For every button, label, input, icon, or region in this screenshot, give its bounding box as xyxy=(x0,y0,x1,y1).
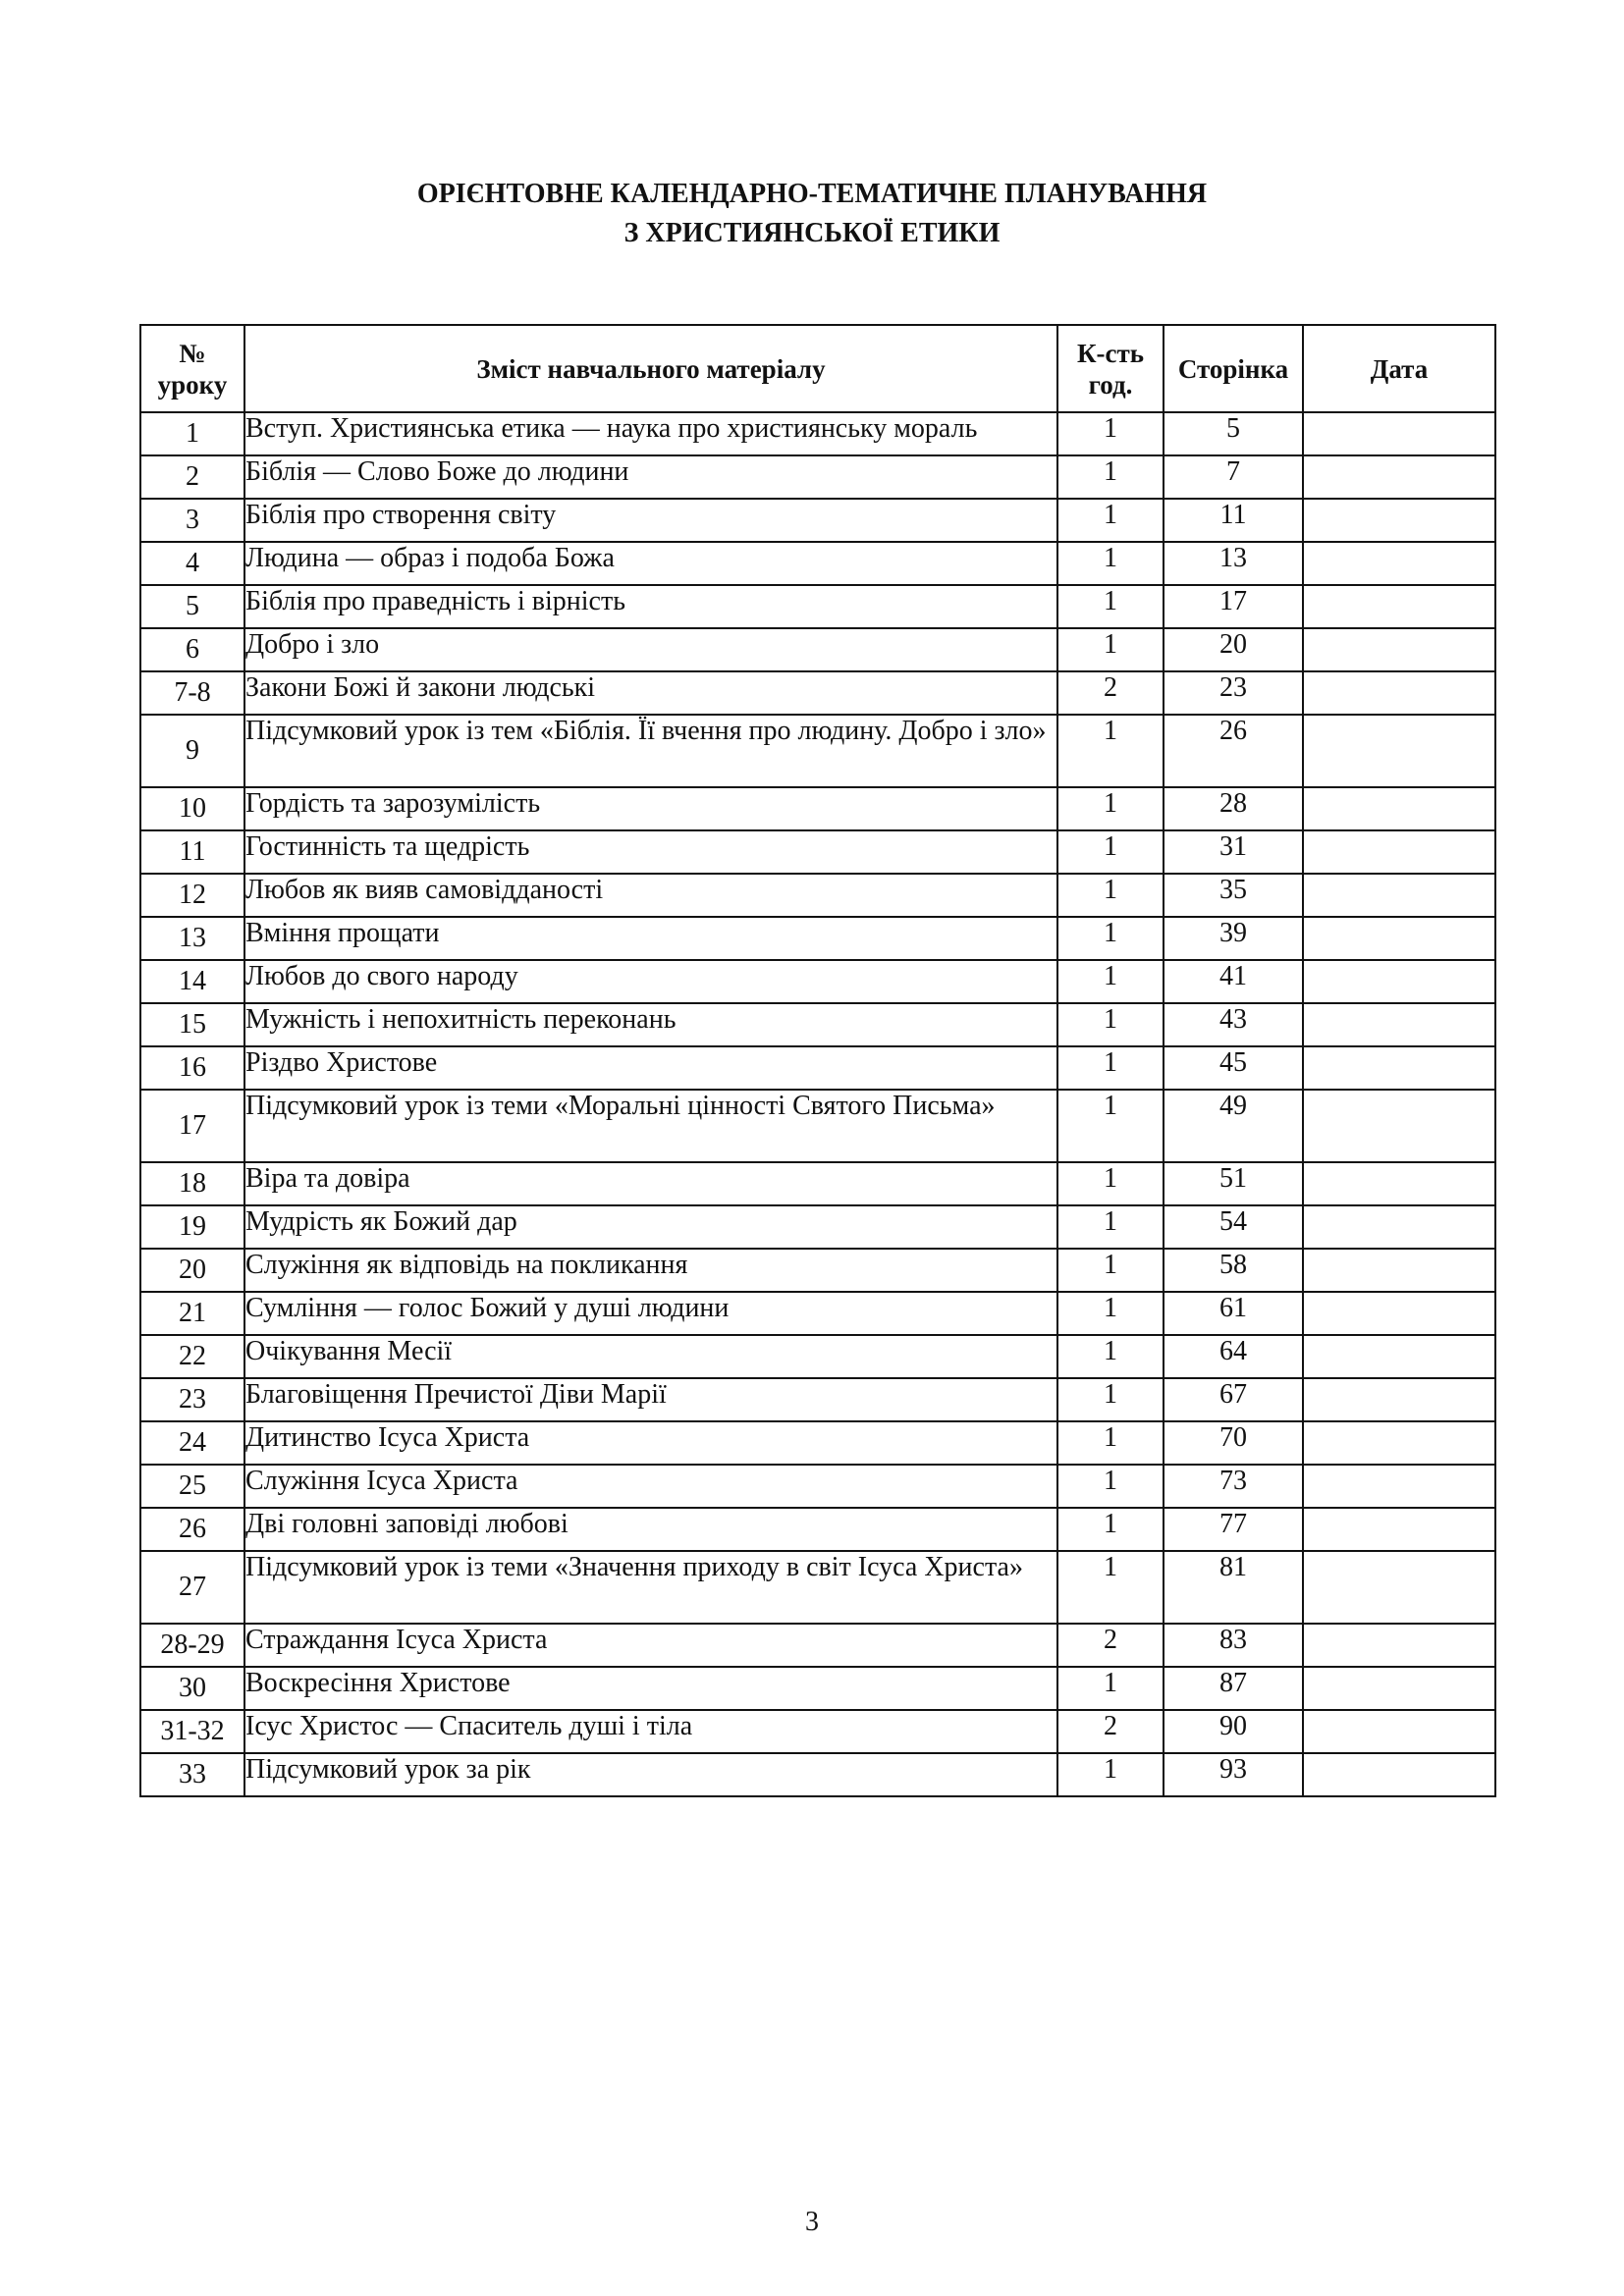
header-content: Зміст навчального матеріалу xyxy=(244,325,1057,412)
lesson-number-cell: 12 xyxy=(140,874,244,917)
table-row xyxy=(140,455,1495,499)
table-row xyxy=(140,1710,1495,1753)
lesson-topic-cell: Служіння як відповідь на покликання xyxy=(244,1249,1057,1292)
lesson-page-cell: 43 xyxy=(1164,1003,1303,1046)
lesson-topic-cell: Підсумковий урок за рік xyxy=(244,1753,1057,1796)
header-lesson-number: № уроку xyxy=(140,325,244,412)
lesson-topic-cell: Людина — образ і подоба Божа xyxy=(244,542,1057,585)
lesson-page-cell: 81 xyxy=(1164,1551,1303,1624)
lesson-topic-cell: Любов як вияв самовідданості xyxy=(244,874,1057,917)
lesson-topic-cell: Підсумковий урок із теми «Значення приходу в світ Ісуса Христа» xyxy=(244,1551,1057,1624)
table-row xyxy=(140,628,1495,671)
table-row xyxy=(140,787,1495,830)
lesson-page-cell: 70 xyxy=(1164,1421,1303,1465)
lesson-topic-cell: Різдво Христове xyxy=(244,1046,1057,1090)
lesson-topic-cell: Закони Божі й закони людські xyxy=(244,671,1057,715)
header-hours: К-сть год. xyxy=(1057,325,1164,412)
lesson-hours-cell: 1 xyxy=(1057,1667,1164,1710)
lesson-topic-cell: Добро і зло xyxy=(244,628,1057,671)
lesson-page-cell: 87 xyxy=(1164,1667,1303,1710)
table-row xyxy=(140,585,1495,628)
lesson-topic-cell: Мужність і непохитність переконань xyxy=(244,1003,1057,1046)
lesson-number-cell: 27 xyxy=(140,1551,244,1624)
lesson-number-cell: 10 xyxy=(140,787,244,830)
lesson-date-cell xyxy=(1303,628,1495,671)
lesson-hours-cell: 1 xyxy=(1057,542,1164,585)
lesson-date-cell xyxy=(1303,715,1495,787)
lesson-number-cell: 30 xyxy=(140,1667,244,1710)
lesson-number-cell: 11 xyxy=(140,830,244,874)
table-row xyxy=(140,1753,1495,1796)
table-row xyxy=(140,1465,1495,1508)
lesson-date-cell xyxy=(1303,1335,1495,1378)
lesson-plan-table xyxy=(139,324,1496,1797)
lesson-topic-cell: Мудрість як Божий дар xyxy=(244,1205,1057,1249)
lesson-hours-cell: 1 xyxy=(1057,1465,1164,1508)
lesson-hours-cell: 1 xyxy=(1057,455,1164,499)
lesson-hours-cell: 1 xyxy=(1057,1046,1164,1090)
lesson-hours-cell: 1 xyxy=(1057,1508,1164,1551)
lesson-number-cell: 5 xyxy=(140,585,244,628)
lesson-date-cell xyxy=(1303,1465,1495,1508)
lesson-number-cell: 16 xyxy=(140,1046,244,1090)
lesson-page-cell: 35 xyxy=(1164,874,1303,917)
lesson-number-cell: 19 xyxy=(140,1205,244,1249)
lesson-date-cell xyxy=(1303,1508,1495,1551)
lesson-topic-cell: Воскресіння Христове xyxy=(244,1667,1057,1710)
lesson-hours-cell: 2 xyxy=(1057,1624,1164,1667)
lesson-hours-cell: 2 xyxy=(1057,671,1164,715)
table-row xyxy=(140,1205,1495,1249)
lesson-hours-cell: 1 xyxy=(1057,1335,1164,1378)
lesson-page-cell: 28 xyxy=(1164,787,1303,830)
lesson-page-cell: 11 xyxy=(1164,499,1303,542)
lesson-page-cell: 49 xyxy=(1164,1090,1303,1162)
lesson-number-cell: 4 xyxy=(140,542,244,585)
header-date: Дата xyxy=(1303,325,1495,412)
document-title xyxy=(0,175,1624,253)
table-row xyxy=(140,542,1495,585)
lesson-date-cell xyxy=(1303,1624,1495,1667)
lesson-page-cell: 61 xyxy=(1164,1292,1303,1335)
lesson-date-cell xyxy=(1303,412,1495,455)
lesson-number-cell: 3 xyxy=(140,499,244,542)
lesson-hours-cell: 1 xyxy=(1057,628,1164,671)
lesson-topic-cell: Підсумковий урок із теми «Моральні цінності Святого Письма» xyxy=(244,1090,1057,1162)
lesson-page-cell: 13 xyxy=(1164,542,1303,585)
lesson-date-cell xyxy=(1303,455,1495,499)
lesson-hours-cell: 1 xyxy=(1057,917,1164,960)
lesson-topic-cell: Біблія про праведність і вірність xyxy=(244,585,1057,628)
table-row xyxy=(140,1090,1495,1162)
lesson-number-cell: 13 xyxy=(140,917,244,960)
lesson-date-cell xyxy=(1303,830,1495,874)
lesson-hours-cell: 1 xyxy=(1057,1753,1164,1796)
lesson-topic-cell: Підсумковий урок із тем «Біблія. Її вчення про людину. Добро і зло» xyxy=(244,715,1057,787)
lesson-page-cell: 39 xyxy=(1164,917,1303,960)
lesson-page-cell: 17 xyxy=(1164,585,1303,628)
lesson-topic-cell: Гордість та зарозумілість xyxy=(244,787,1057,830)
lesson-number-cell: 25 xyxy=(140,1465,244,1508)
lesson-date-cell xyxy=(1303,1249,1495,1292)
table-row xyxy=(140,1378,1495,1421)
lesson-hours-cell: 1 xyxy=(1057,499,1164,542)
lesson-number-cell: 21 xyxy=(140,1292,244,1335)
table-row xyxy=(140,960,1495,1003)
lesson-page-cell: 93 xyxy=(1164,1753,1303,1796)
lesson-page-cell: 64 xyxy=(1164,1335,1303,1378)
lesson-hours-cell: 1 xyxy=(1057,1249,1164,1292)
table-row xyxy=(140,1335,1495,1378)
lesson-topic-cell: Служіння Ісуса Христа xyxy=(244,1465,1057,1508)
lesson-number-cell: 17 xyxy=(140,1090,244,1162)
lesson-number-cell: 33 xyxy=(140,1753,244,1796)
lesson-date-cell xyxy=(1303,499,1495,542)
lesson-number-cell: 9 xyxy=(140,715,244,787)
lesson-date-cell xyxy=(1303,671,1495,715)
lesson-topic-cell: Сумління — голос Божий у душі людини xyxy=(244,1292,1057,1335)
lesson-hours-cell: 1 xyxy=(1057,412,1164,455)
lesson-topic-cell: Очікування Месії xyxy=(244,1335,1057,1378)
table-row xyxy=(140,671,1495,715)
lesson-hours-cell: 1 xyxy=(1057,1378,1164,1421)
lesson-date-cell xyxy=(1303,1162,1495,1205)
lesson-date-cell xyxy=(1303,1205,1495,1249)
lesson-page-cell: 31 xyxy=(1164,830,1303,874)
lesson-number-cell: 23 xyxy=(140,1378,244,1421)
table-row xyxy=(140,1003,1495,1046)
lesson-page-cell: 5 xyxy=(1164,412,1303,455)
table-row xyxy=(140,499,1495,542)
table-row xyxy=(140,412,1495,455)
lesson-page-cell: 51 xyxy=(1164,1162,1303,1205)
lesson-page-cell: 73 xyxy=(1164,1465,1303,1508)
lesson-hours-cell: 1 xyxy=(1057,830,1164,874)
table-row xyxy=(140,1624,1495,1667)
lesson-page-cell: 90 xyxy=(1164,1710,1303,1753)
lesson-topic-cell: Любов до свого народу xyxy=(244,960,1057,1003)
lesson-page-cell: 41 xyxy=(1164,960,1303,1003)
lesson-page-cell: 67 xyxy=(1164,1378,1303,1421)
lesson-hours-cell: 1 xyxy=(1057,1162,1164,1205)
lesson-topic-cell: Гостинність та щедрість xyxy=(244,830,1057,874)
lesson-date-cell xyxy=(1303,960,1495,1003)
lesson-date-cell xyxy=(1303,787,1495,830)
lesson-number-cell: 28-29 xyxy=(140,1624,244,1667)
lesson-number-cell: 14 xyxy=(140,960,244,1003)
lesson-hours-cell: 1 xyxy=(1057,1551,1164,1624)
lesson-number-cell: 22 xyxy=(140,1335,244,1378)
lesson-date-cell xyxy=(1303,874,1495,917)
lesson-topic-cell: Біблія — Слово Боже до людини xyxy=(244,455,1057,499)
lesson-page-cell: 77 xyxy=(1164,1508,1303,1551)
lesson-number-cell: 31-32 xyxy=(140,1710,244,1753)
lesson-hours-cell: 1 xyxy=(1057,1090,1164,1162)
table-row xyxy=(140,1292,1495,1335)
lesson-hours-cell: 1 xyxy=(1057,715,1164,787)
lesson-page-cell: 58 xyxy=(1164,1249,1303,1292)
lesson-topic-cell: Вміння прощати xyxy=(244,917,1057,960)
lesson-hours-cell: 2 xyxy=(1057,1710,1164,1753)
table-row xyxy=(140,1046,1495,1090)
lesson-date-cell xyxy=(1303,1710,1495,1753)
lesson-date-cell xyxy=(1303,1667,1495,1710)
lesson-date-cell xyxy=(1303,1003,1495,1046)
lesson-page-cell: 45 xyxy=(1164,1046,1303,1090)
lesson-date-cell xyxy=(1303,1421,1495,1465)
lesson-date-cell xyxy=(1303,585,1495,628)
lesson-page-cell: 83 xyxy=(1164,1624,1303,1667)
lesson-date-cell xyxy=(1303,1753,1495,1796)
lesson-topic-cell: Страждання Ісуса Христа xyxy=(244,1624,1057,1667)
table-row xyxy=(140,715,1495,787)
lesson-date-cell xyxy=(1303,542,1495,585)
lesson-date-cell xyxy=(1303,1046,1495,1090)
lesson-number-cell: 6 xyxy=(140,628,244,671)
lesson-number-cell: 24 xyxy=(140,1421,244,1465)
lesson-number-cell: 1 xyxy=(140,412,244,455)
table-header-row xyxy=(140,325,1495,412)
lesson-hours-cell: 1 xyxy=(1057,1292,1164,1335)
lesson-page-cell: 7 xyxy=(1164,455,1303,499)
table-row xyxy=(140,874,1495,917)
table-body xyxy=(140,412,1495,1796)
lesson-page-cell: 20 xyxy=(1164,628,1303,671)
table-row xyxy=(140,1508,1495,1551)
table-row xyxy=(140,1551,1495,1624)
lesson-hours-cell: 1 xyxy=(1057,1003,1164,1046)
lesson-hours-cell: 1 xyxy=(1057,585,1164,628)
lesson-date-cell xyxy=(1303,917,1495,960)
lesson-date-cell xyxy=(1303,1292,1495,1335)
lesson-date-cell xyxy=(1303,1090,1495,1162)
header-page: Сторінка xyxy=(1164,325,1303,412)
lesson-page-cell: 23 xyxy=(1164,671,1303,715)
title-line-2: З ХРИСТИЯНСЬКОЇ ЕТИКИ xyxy=(623,218,1001,248)
lesson-date-cell xyxy=(1303,1551,1495,1624)
lesson-topic-cell: Дві головні заповіді любові xyxy=(244,1508,1057,1551)
lesson-number-cell: 20 xyxy=(140,1249,244,1292)
lesson-topic-cell: Ісус Христос — Спаситель душі і тіла xyxy=(244,1710,1057,1753)
lesson-number-cell: 2 xyxy=(140,455,244,499)
lesson-number-cell: 26 xyxy=(140,1508,244,1551)
lesson-hours-cell: 1 xyxy=(1057,1205,1164,1249)
lesson-topic-cell: Благовіщення Пречистої Діви Марії xyxy=(244,1378,1057,1421)
table-row xyxy=(140,830,1495,874)
lesson-hours-cell: 1 xyxy=(1057,787,1164,830)
lesson-hours-cell: 1 xyxy=(1057,960,1164,1003)
title-line-1: ОРІЄНТОВНЕ КАЛЕНДАРНО-ТЕМАТИЧНЕ ПЛАНУВАННЯ xyxy=(416,179,1208,209)
table-row xyxy=(140,917,1495,960)
lesson-hours-cell: 1 xyxy=(1057,874,1164,917)
lesson-hours-cell: 1 xyxy=(1057,1421,1164,1465)
lesson-topic-cell: Віра та довіра xyxy=(244,1162,1057,1205)
lesson-number-cell: 15 xyxy=(140,1003,244,1046)
table-row xyxy=(140,1667,1495,1710)
lesson-number-cell: 7-8 xyxy=(140,671,244,715)
page-number: 3 xyxy=(805,2207,819,2237)
table-row xyxy=(140,1162,1495,1205)
lesson-date-cell xyxy=(1303,1378,1495,1421)
table-row xyxy=(140,1249,1495,1292)
lesson-page-cell: 26 xyxy=(1164,715,1303,787)
lesson-number-cell: 18 xyxy=(140,1162,244,1205)
lesson-page-cell: 54 xyxy=(1164,1205,1303,1249)
table-row xyxy=(140,1421,1495,1465)
lesson-topic-cell: Дитинство Ісуса Христа xyxy=(244,1421,1057,1465)
lesson-topic-cell: Біблія про створення світу xyxy=(244,499,1057,542)
lesson-topic-cell: Вступ. Християнська етика — наука про християнську мораль xyxy=(244,412,1057,455)
